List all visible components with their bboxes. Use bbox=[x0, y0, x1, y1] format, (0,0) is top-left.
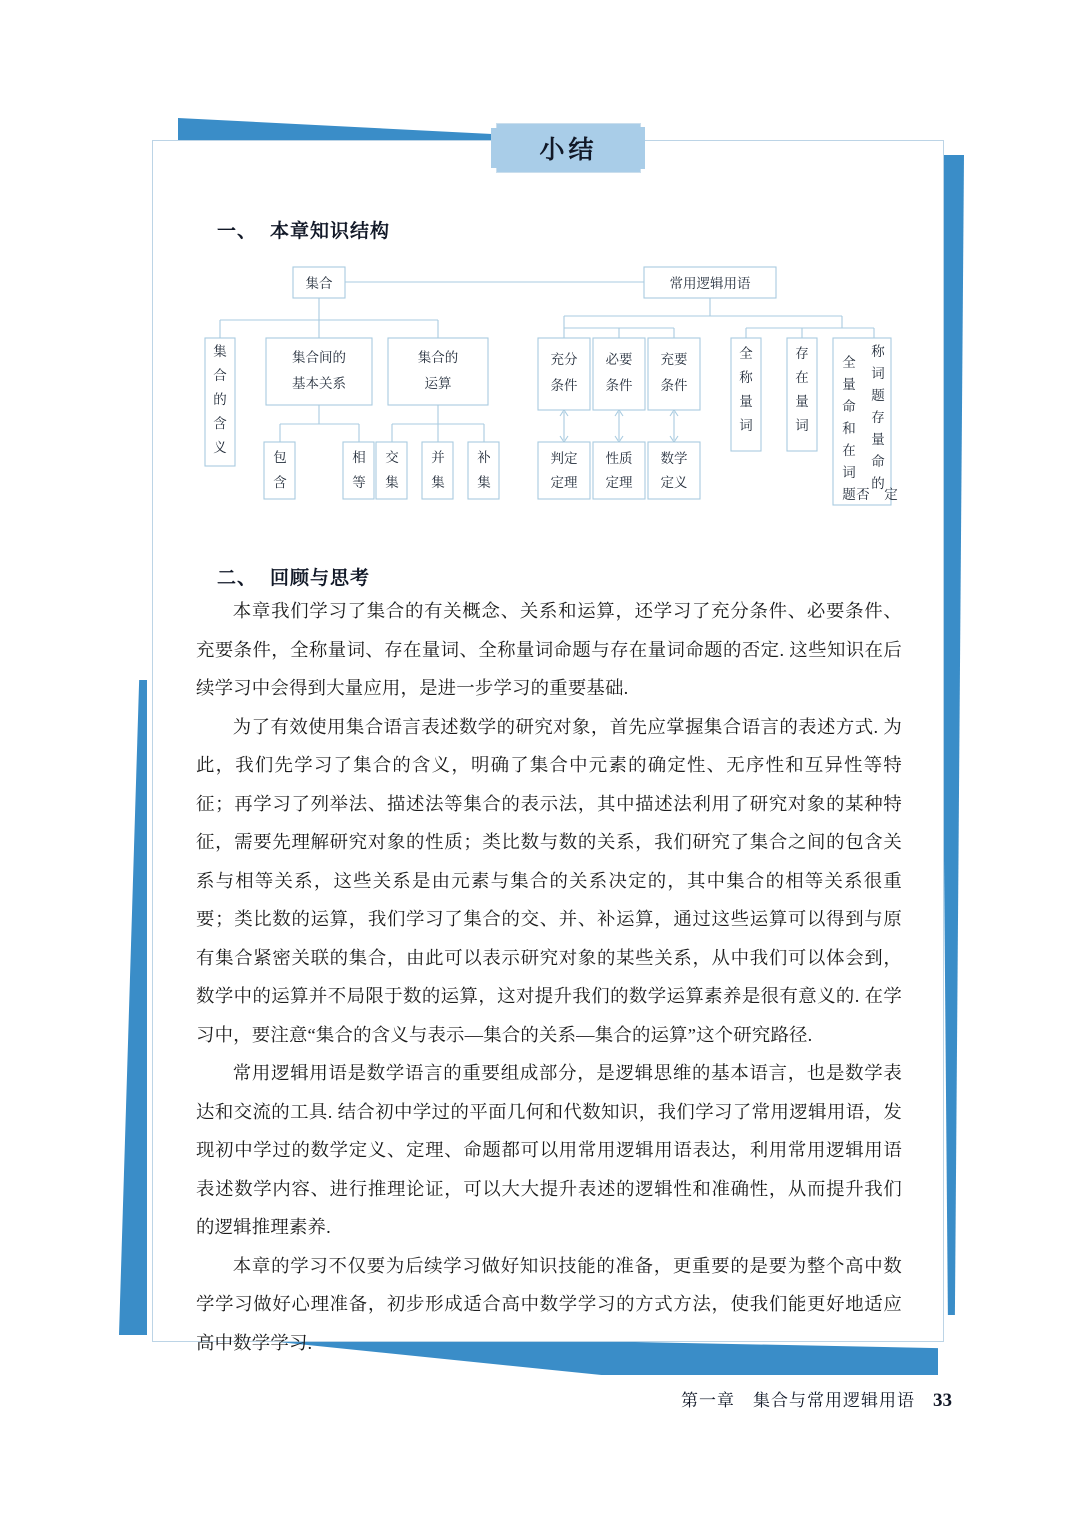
diagram-node-existential-quantifier: 存 bbox=[795, 346, 809, 361]
svg-text:的: 的 bbox=[871, 476, 885, 491]
svg-text:全: 全 bbox=[842, 355, 856, 370]
svg-text:集: 集 bbox=[431, 475, 445, 490]
section-two-number: 二、 bbox=[217, 568, 258, 589]
svg-text:词: 词 bbox=[842, 465, 856, 480]
diagram-node-set-operations: 集合的 bbox=[417, 350, 459, 365]
svg-text:条件: 条件 bbox=[660, 378, 688, 393]
diagram-node-set: 集合 bbox=[305, 276, 333, 291]
diagram-node-math-definition: 数学 bbox=[660, 451, 688, 466]
diagram-node-set-meaning: 集 bbox=[213, 344, 227, 359]
svg-text:集: 集 bbox=[477, 475, 491, 490]
svg-text:存: 存 bbox=[871, 410, 885, 425]
svg-text:在: 在 bbox=[842, 443, 856, 458]
page-title: 小结 bbox=[539, 137, 598, 164]
diagram-node-universal-quantifier: 全 bbox=[739, 346, 753, 361]
svg-text:在: 在 bbox=[795, 370, 809, 385]
section-one-number: 一、 bbox=[217, 221, 258, 242]
svg-text:称: 称 bbox=[739, 370, 753, 385]
svg-text:量: 量 bbox=[842, 377, 856, 392]
svg-text:定: 定 bbox=[884, 487, 898, 502]
svg-text:定义: 定义 bbox=[660, 475, 688, 490]
svg-text:量: 量 bbox=[795, 394, 809, 409]
footer-chapter: 第一章 集合与常用逻辑用语 bbox=[681, 1391, 915, 1410]
svg-text:集: 集 bbox=[385, 475, 399, 490]
page-title-banner bbox=[497, 124, 640, 172]
svg-text:运算: 运算 bbox=[424, 376, 452, 391]
svg-text:定理: 定理 bbox=[550, 475, 578, 490]
svg-text:的: 的 bbox=[213, 392, 227, 407]
section-heading-two bbox=[217, 563, 370, 590]
svg-text:题: 题 bbox=[842, 487, 856, 502]
svg-text:词: 词 bbox=[739, 418, 753, 433]
section-one-label: 本章知识结构 bbox=[270, 221, 391, 242]
svg-text:定理: 定理 bbox=[605, 475, 633, 490]
body-text bbox=[196, 592, 902, 1362]
section-heading-one bbox=[217, 216, 390, 243]
svg-text:量: 量 bbox=[739, 394, 753, 409]
svg-text:否: 否 bbox=[856, 487, 870, 502]
diagram-node-property-theorem: 性质 bbox=[605, 451, 633, 466]
paragraph-3: 常用逻辑用语是数学语言的重要组成部分，是逻辑思维的基本语言，也是数学表达和交流的工具. 结合初中学过的平面几何和代数知识，我们学习了常用逻辑用语，发现初中学过的数学定义、定理、命题都可以用常用逻辑用语表达，利用常用逻辑用语表述数学内容、进行推理论证，可以大大提升表述的逻辑性和准确性，从而提升我们的逻辑推理素养. bbox=[196, 1063, 902, 1237]
svg-text:基本关系: 基本关系 bbox=[292, 376, 346, 391]
svg-text:含: 含 bbox=[273, 475, 287, 490]
paragraph-1: 本章我们学习了集合的有关概念、关系和运算，还学习了充分条件、必要条件、充要条件，全称量词、存在量词、全称量词命题与存在量词命题的否定. 这些知识在后续学习中会得到大量应用，是进一步学习的重要基础. bbox=[196, 601, 902, 698]
diagram-node-logic-terms: 常用逻辑用语 bbox=[669, 276, 751, 291]
svg-text:词: 词 bbox=[795, 418, 809, 433]
knowledge-structure-diagram bbox=[152, 250, 942, 550]
section-two-label: 回顾与思考 bbox=[270, 568, 371, 589]
svg-text:词: 词 bbox=[871, 366, 885, 381]
diagram-node-sufficient: 充分 bbox=[550, 352, 578, 367]
svg-text:题: 题 bbox=[871, 388, 885, 403]
svg-text:义: 义 bbox=[213, 440, 227, 455]
svg-text:命: 命 bbox=[842, 399, 856, 414]
svg-text:合: 合 bbox=[213, 368, 227, 383]
diagram-node-judgement-theorem: 判定 bbox=[550, 451, 578, 466]
diagram-node-necessary: 必要 bbox=[605, 352, 633, 367]
diagram-node-union: 并 bbox=[431, 450, 445, 465]
svg-text:含: 含 bbox=[213, 416, 227, 431]
diagram-node-negation: 称 bbox=[871, 344, 885, 359]
diagram-node-set-relations: 集合间的 bbox=[292, 350, 346, 365]
diagram-node-complement: 补 bbox=[477, 450, 491, 465]
decorative-wedge-left bbox=[119, 680, 147, 1335]
diagram-node-contain: 包 bbox=[273, 450, 287, 465]
paragraph-4: 本章的学习不仅要为后续学习做好知识技能的准备，更重要的是要为整个高中数学学习做好心理准备，初步形成适合高中数学学习的方式方法，使我们能更好地适应高中数学学习. bbox=[196, 1255, 902, 1353]
svg-text:条件: 条件 bbox=[605, 378, 633, 393]
svg-text:和: 和 bbox=[842, 421, 856, 436]
diagram-node-intersection: 交 bbox=[385, 450, 399, 465]
svg-text:量: 量 bbox=[871, 432, 885, 447]
diagram-node-sufficient-necessary: 充要 bbox=[660, 352, 688, 367]
svg-text:等: 等 bbox=[352, 475, 366, 490]
svg-text:命: 命 bbox=[871, 454, 885, 469]
footer-page-number: 33 bbox=[933, 1390, 952, 1411]
diagram-node-equal: 相 bbox=[352, 450, 366, 465]
svg-text:条件: 条件 bbox=[550, 378, 578, 393]
paragraph-2: 为了有效使用集合语言表述数学的研究对象，首先应掌握集合语言的表述方式. 为此，我们先学习了集合的含义，明确了集合中元素的确定性、无序性和互异性等特征；再学习了列举法、描述法等集合的表示法，其中描述法利用了研究对象的某种特征，需要先理解研究对象的性质；类比数与数的关系，我们研究了集合之间的包含关系与相等关系，这些关系是由元素与集合的关系决定的，其中集合的相等关系很重要；类比数的运算，我们学习了集合的交、并、补运算，通过这些运算可以得到与原有集合紧密关联的集合，由此可以表示研究对象的某些关系，从中我们可以体会到，数学中的运算并不局限于数的运算，这对提升我们的数学运算素养是很有意义的. 在学习中，要注意“集合的含义与表示—集合的关系—集合的运算”这个研究路径. bbox=[196, 716, 902, 1045]
page-footer bbox=[0, 1386, 1080, 1412]
